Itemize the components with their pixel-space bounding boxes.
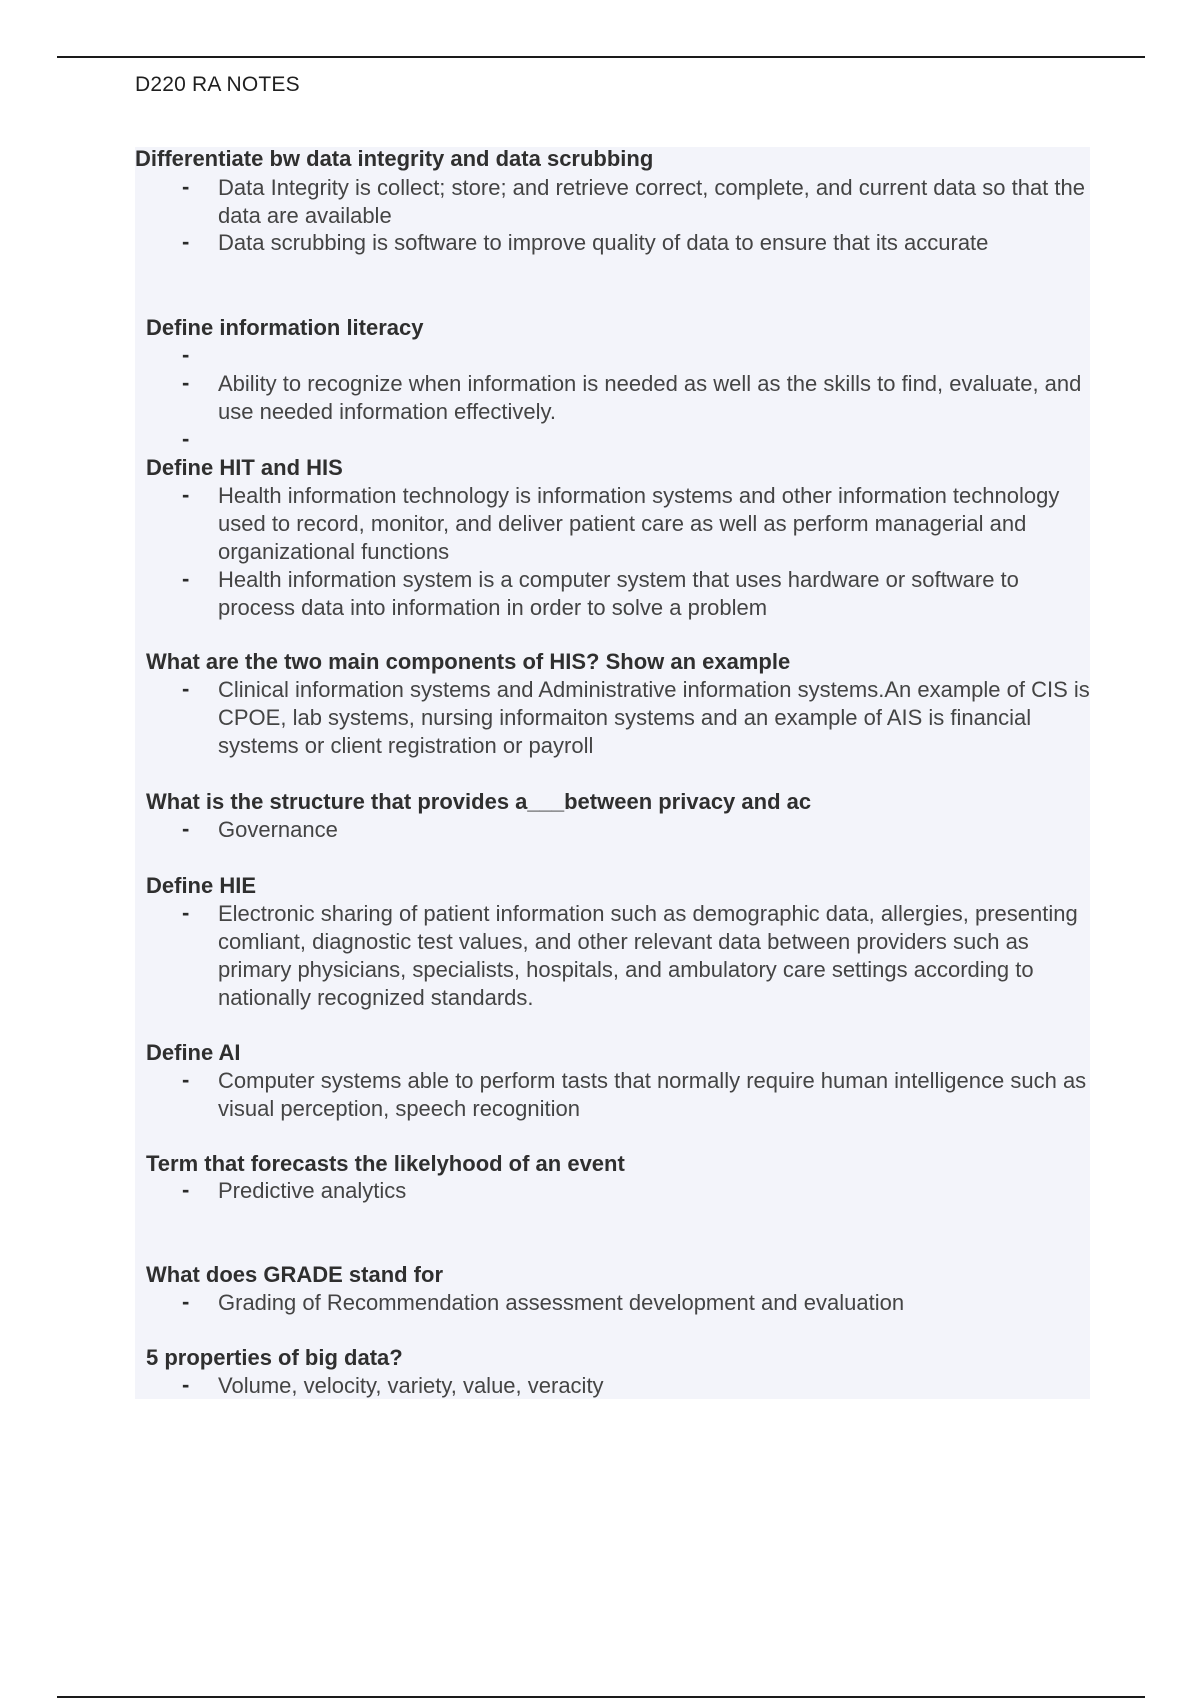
section-answer: Data scrubbing is software to improve quality of data to ensure that its accurate	[218, 230, 989, 255]
bottom-rule	[57, 1696, 1145, 1698]
section-question: 5 properties of big data?	[146, 1345, 403, 1370]
bullet-dash: -	[182, 174, 190, 199]
section-question: Differentiate bw data integrity and data scrubbing	[135, 146, 654, 171]
section-answer: Governance	[218, 817, 338, 842]
section-answer: Predictive analytics	[218, 1178, 407, 1203]
bullet-dash: -	[182, 1372, 190, 1397]
section-question: What are the two main components of HIS? Show an example	[146, 649, 791, 674]
bullet-dash: -	[182, 1067, 190, 1092]
section-answer: Computer systems able to perform tasts that normally require human intelligence such as visual perception, speech recognition	[218, 1068, 1087, 1121]
document-header: D220 RA NOTES	[135, 73, 300, 96]
section-question: Define HIT and HIS	[146, 455, 343, 480]
bullet-dash: -	[182, 816, 190, 841]
section-question: Define HIE	[146, 873, 257, 898]
top-rule	[57, 56, 1145, 58]
bullet-dash: -	[182, 426, 190, 451]
section-question: What is the structure that provides a___between privacy and ac	[146, 789, 812, 814]
section-answer: Data Integrity is collect; store; and retrieve correct, complete, and current data so that the data are available	[218, 175, 1085, 228]
bullet-dash: -	[182, 229, 190, 254]
bullet-dash: -	[182, 1289, 190, 1314]
section-answer: Ability to recognize when information is needed as well as the skills to find, evaluate, and use needed information effectively.	[218, 371, 1082, 424]
bullet-dash: -	[182, 342, 190, 367]
bullet-dash: -	[182, 1177, 190, 1202]
section-question: What does GRADE stand for	[146, 1262, 444, 1287]
section-answer: Clinical information systems and Administrative information systems.An example of CIS is CPOE, lab systems, nursing informaiton systems and an example of AIS is financial systems or client registration or payroll	[218, 677, 1090, 758]
bullet-dash: -	[182, 566, 190, 591]
bullet-dash: -	[182, 900, 190, 925]
section-answer: Electronic sharing of patient information such as demographic data, allergies, presenting comliant, diagnostic test values, and other relevant data between providers such as primary physicians, specialists, hospitals, and ambulatory care settings according to nationally recognized standards.	[218, 901, 1078, 1010]
bullet-dash: -	[182, 676, 190, 701]
section-question: Define information literacy	[146, 315, 424, 340]
section-question: Term that forecasts the likelyhood of an event	[146, 1151, 625, 1176]
section-answer: Health information technology is information systems and other information technology used to record, monitor, and deliver patient care as well as perform managerial and organizational functions	[218, 483, 1060, 564]
bullet-dash: -	[182, 370, 190, 395]
section-answer: Volume, velocity, variety, value, veracity	[218, 1373, 604, 1398]
section-answer: Grading of Recommendation assessment development and evaluation	[218, 1290, 905, 1315]
section-answer: Health information system is a computer system that uses hardware or software to process data into information in order to solve a problem	[218, 567, 1019, 620]
bullet-dash: -	[182, 482, 190, 507]
section-question: Define AI	[146, 1040, 241, 1065]
